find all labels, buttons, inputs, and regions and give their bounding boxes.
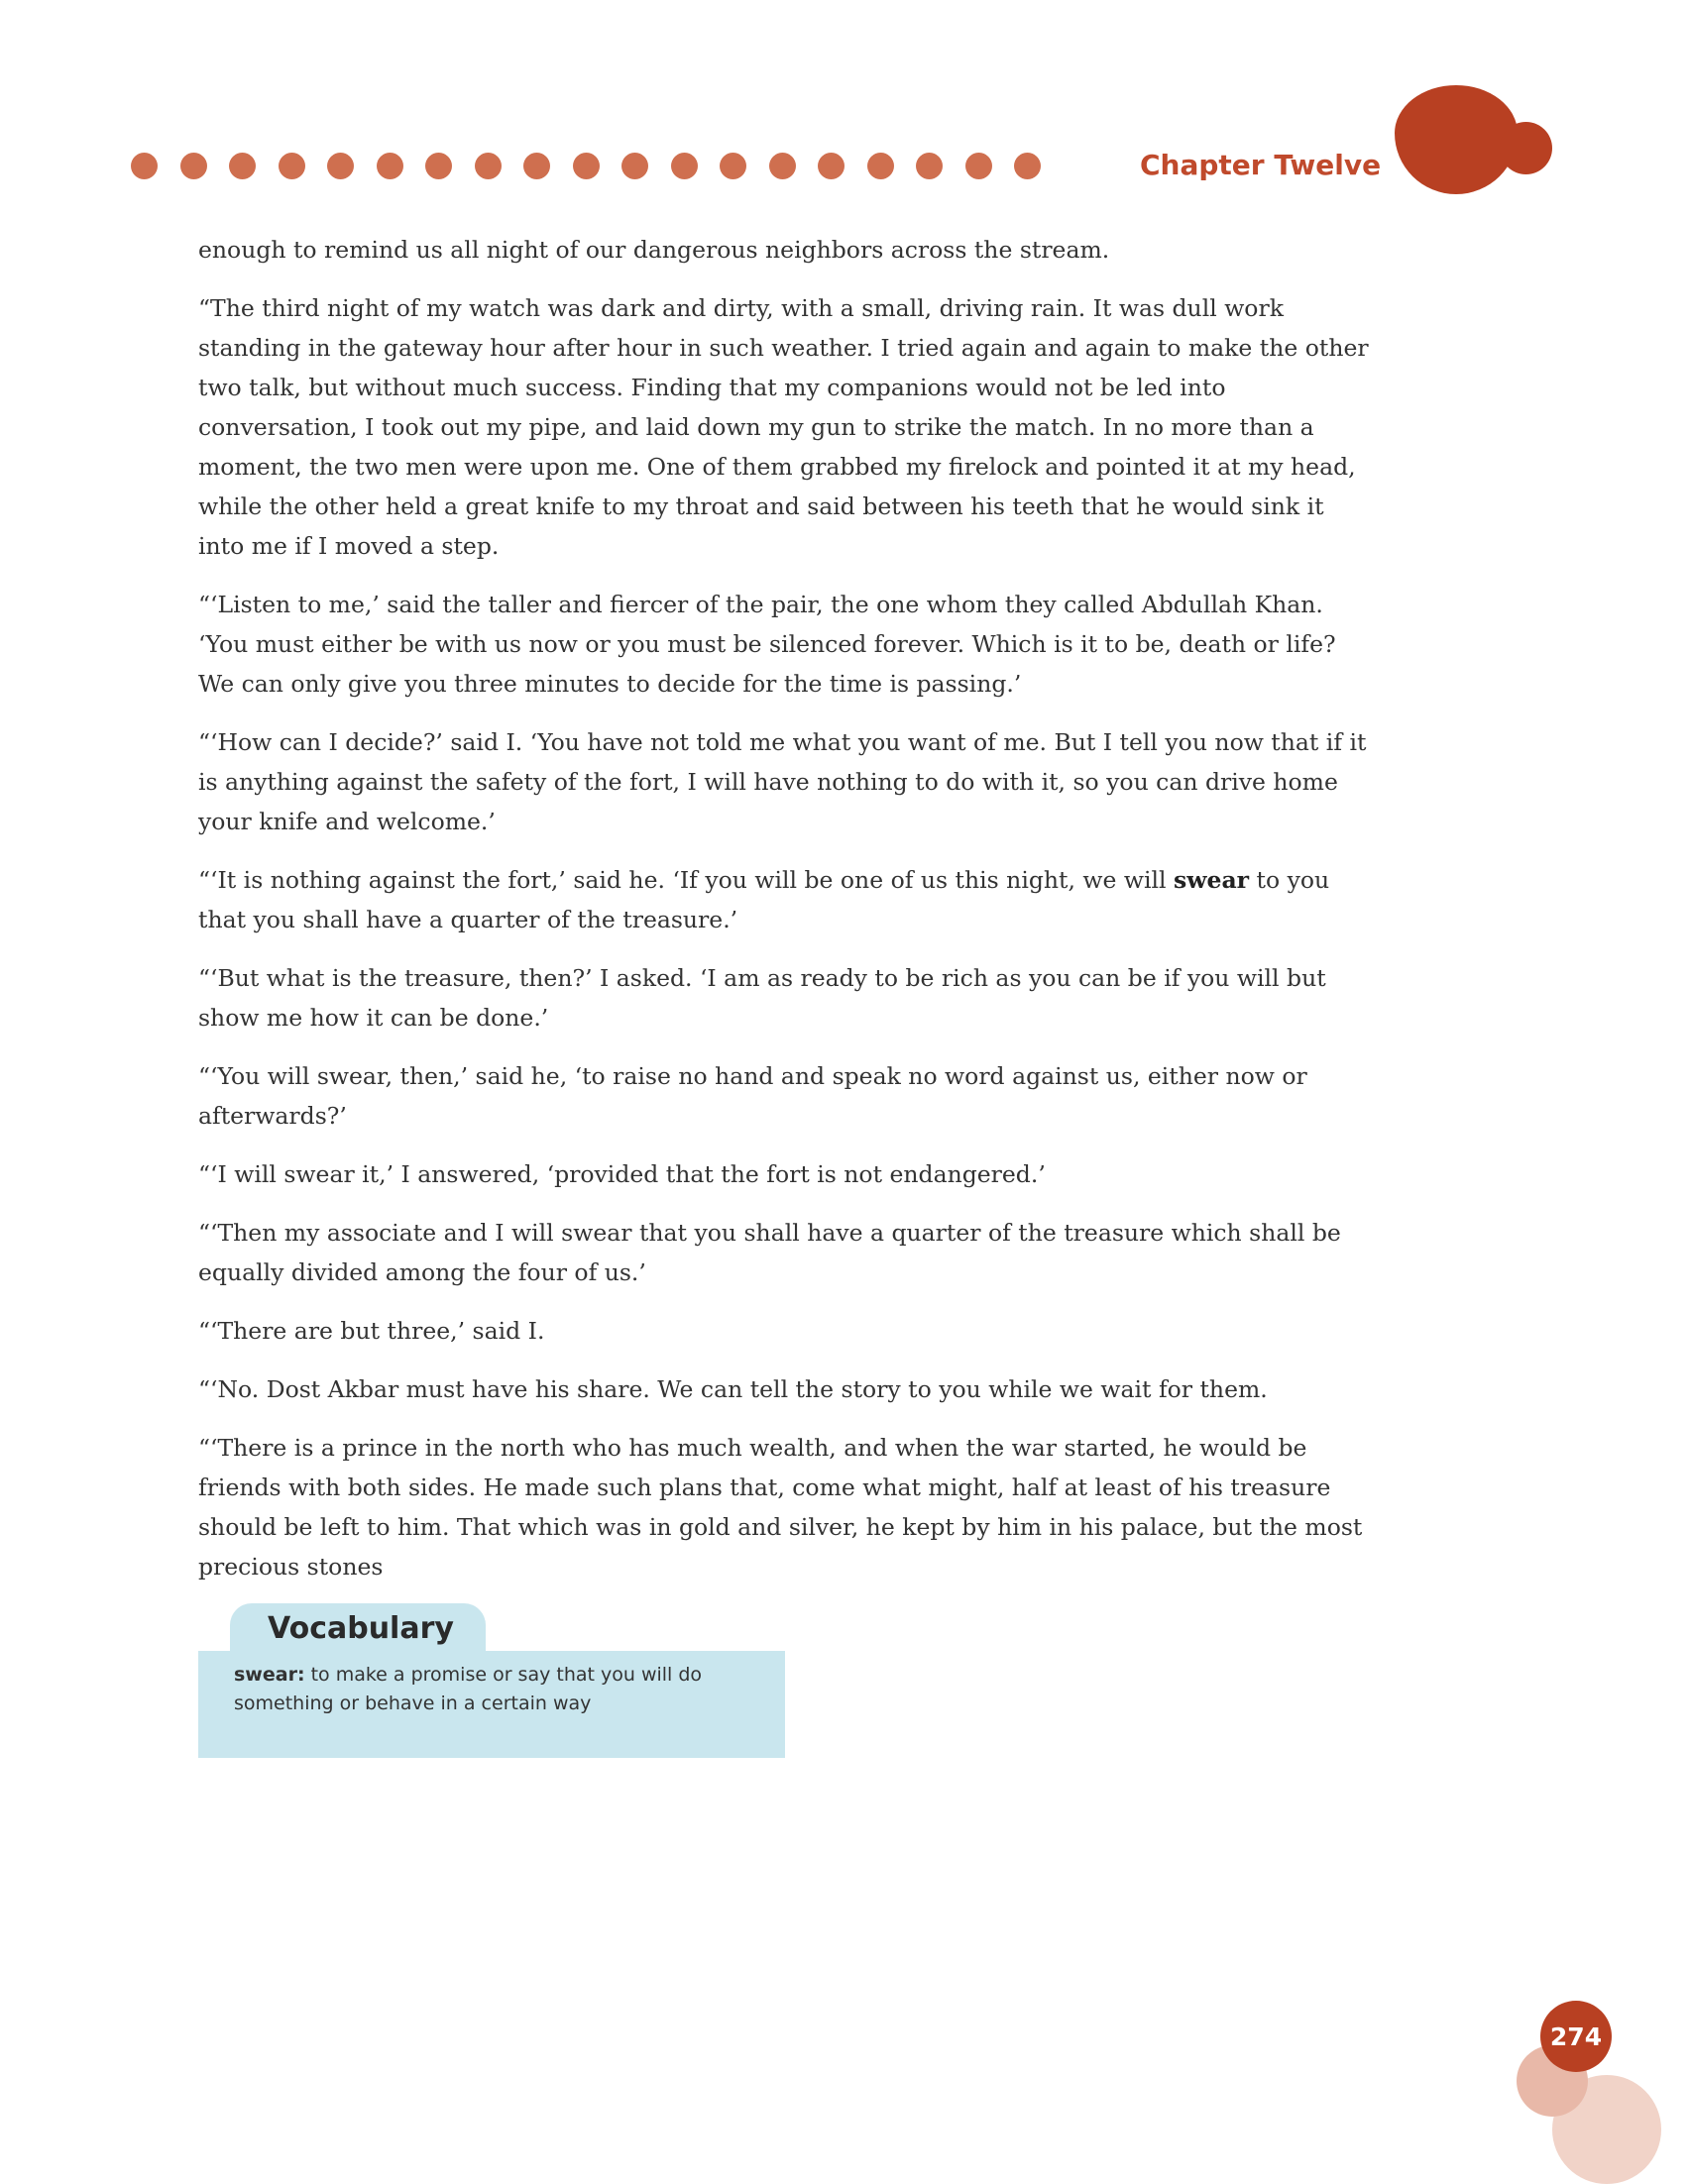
paragraph: “‘Listen to me,’ said the taller and fiercer of the pair, the one whom they called Abdullah Khan. ‘You must either be with us now or you must be silenced forever. Which is it to be, death or life? We can only give you three minutes to decide for the time is passing.’ xyxy=(198,591,1336,698)
header-dot xyxy=(523,153,550,179)
corner-decoration-circle xyxy=(1395,85,1518,194)
paragraph-text-before: “‘It is nothing against the fort,’ said he. ‘If you will be one of us this night, we will xyxy=(198,866,1175,894)
header-dot xyxy=(377,153,403,179)
paragraph: “‘You will swear, then,’ said he, ‘to raise no hand and speak no word against us, either now or afterwards?’ xyxy=(198,1062,1307,1130)
header-dot xyxy=(573,153,600,179)
header-dot xyxy=(916,153,943,179)
header-dot xyxy=(621,153,648,179)
paragraph: “‘Then my associate and I will swear that you shall have a quarter of the treasure which shall be equally divided among the four of us.’ xyxy=(198,1219,1341,1286)
paragraph: enough to remind us all night of our dangerous neighbors across the stream. xyxy=(198,236,1110,264)
paragraph: “‘I will swear it,’ I answered, ‘provided that the fort is not endangered.’ xyxy=(198,1160,1046,1188)
header-dot xyxy=(867,153,894,179)
header-dot xyxy=(818,153,845,179)
header-dot xyxy=(475,153,502,179)
header-dot xyxy=(671,153,698,179)
paragraph xyxy=(198,860,1373,939)
vocabulary-title: Vocabulary xyxy=(268,1611,454,1646)
vocabulary-term: swear: xyxy=(234,1664,305,1686)
header-dot xyxy=(1014,153,1041,179)
paragraph: “‘But what is the treasure, then?’ I asked. ‘I am as ready to be rich as you can be if you will but show me how it can be done.’ xyxy=(198,964,1326,1032)
header-dot xyxy=(180,153,207,179)
paragraph: “‘How can I decide?’ said I. ‘You have not told me what you want of me. But I tell you now that if it is anything against the safety of the fort, I will have nothing to do with it, so you can drive home your knife and welcome.’ xyxy=(198,728,1367,835)
header-dot xyxy=(720,153,746,179)
vocabulary-definition xyxy=(234,1661,749,1718)
header-dot xyxy=(965,153,992,179)
paragraph: “‘There are but three,’ said I. xyxy=(198,1317,545,1345)
header-dot xyxy=(229,153,256,179)
vocab-highlight-word: swear xyxy=(1174,866,1250,894)
header-dot xyxy=(279,153,305,179)
header-dot xyxy=(769,153,796,179)
header-dot xyxy=(327,153,354,179)
vocabulary-definition-text: to make a promise or say that you will do something or behave in a certain way xyxy=(234,1664,703,1714)
page-number: 274 xyxy=(1540,2001,1612,2072)
paragraph: “‘No. Dost Akbar must have his share. We can tell the story to you while we wait for them. xyxy=(198,1375,1268,1403)
paragraph: “The third night of my watch was dark and dirty, with a small, driving rain. It was dull work standing in the gateway hour after hour in such weather. I tried again and again to make the other two talk, but without much success. Finding that my companions would not be led into conversation, I took out my pipe, and laid down my gun to strike the match. In no more than a moment, the two men were upon me. One of them grabbed my firelock and pointed it at my head, while the other held a great knife to my throat and said between his teeth that he would sink it into me if I moved a step. xyxy=(198,294,1369,560)
header-dot-row xyxy=(131,153,1063,180)
paragraph: “‘There is a prince in the north who has much wealth, and when the war started, he would be friends with both sides. He made such plans that, come what might, half at least of his treasure should be left to him. That which was in gold and silver, he kept by him in his palace, but the most precious stones xyxy=(198,1434,1363,1581)
chapter-title: Chapter Twelve xyxy=(1140,149,1382,181)
corner-decoration-small-circle xyxy=(1500,122,1552,174)
header-dot xyxy=(131,153,158,179)
paragraph-text-after: to you that you shall have a quarter of the treasure.’ xyxy=(198,866,1330,933)
header-dot xyxy=(425,153,452,179)
story-text xyxy=(198,230,1373,1605)
